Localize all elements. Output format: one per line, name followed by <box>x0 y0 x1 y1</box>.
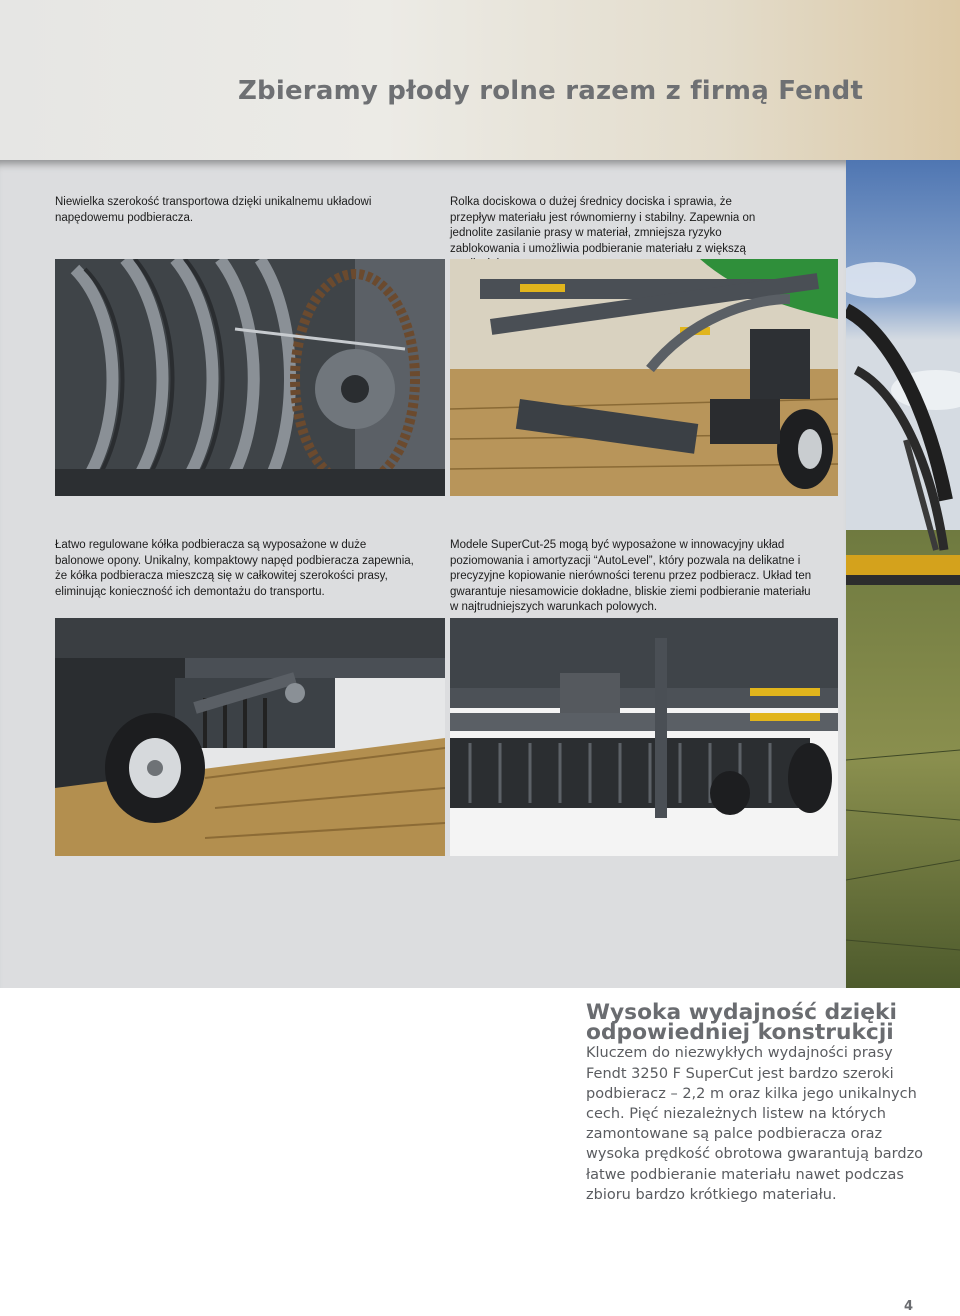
caption-transport-width: Niewielka szerokość transportowa dzięki unikalnemu układowi napędowemu podbieracza. <box>55 196 372 224</box>
photo-autolevel-pickup <box>450 618 838 856</box>
page-title: Zbieramy płody rolne razem z firmą Fendt <box>238 76 864 106</box>
field-photo-strip <box>846 160 960 988</box>
caption-press-roller: Rolka dociskowa o dużej średnicy dociska i sprawia, że przepływ materiału jest równomierny i stabilny. Zapewnia on jednolite zasilanie prasy w materiał, zmniejsza ryzyko zablokowania i umożliwia podbieranie materiału z większą <box>450 196 756 255</box>
photo-press-roller <box>450 259 838 496</box>
caption-pickup-wheels: Łatwo regulowane kółka podbieracza są wyposażone w duże balonowe opony. Unikalny, kompaktowy napęd podbieracza zapewnia, że kółka podbieracza mieszczą się w całkowitej szerokości prasy, eliminując konieczność ich demontażu do transportu. <box>55 539 414 598</box>
field-photo <box>846 160 960 988</box>
page-number: 4 <box>904 1299 914 1314</box>
photo-pickup-drive <box>55 259 445 496</box>
section-heading: Wysoka wydajność dzięki odpowiedniej konstrukcji <box>586 1000 897 1046</box>
photo-pickup-wheel <box>55 618 445 856</box>
section-high-performance <box>586 1000 926 1205</box>
section-body: Kluczem do niezwykłych wydajności prasy Fendt 3250 F SuperCut jest bardzo szeroki podbieracz – 2,2 m oraz kilka jego unikalnych cech. Pięć niezależnych listew na których zamontowane są palce podbieracza oraz wysoka prędkość obrotowa gwarantują bardzo łatwe podbieranie materiału nawet podczas zbioru bardzo krótkiego materiału. <box>586 1045 924 1203</box>
caption-autolevel: Modele SuperCut-25 mogą być wyposażone w innowacyjny układ poziomowania i amortyzacji “AutoLevel”, który pozwala na delikatne i precyzyjne kopiowanie nierówności terenu przez podbieracz. Układ ten gwarantuje niesamowicie dokładne, bliskie ziemi podbieranie materiału w najtrudniejszych warunkach polowych. <box>450 539 812 613</box>
